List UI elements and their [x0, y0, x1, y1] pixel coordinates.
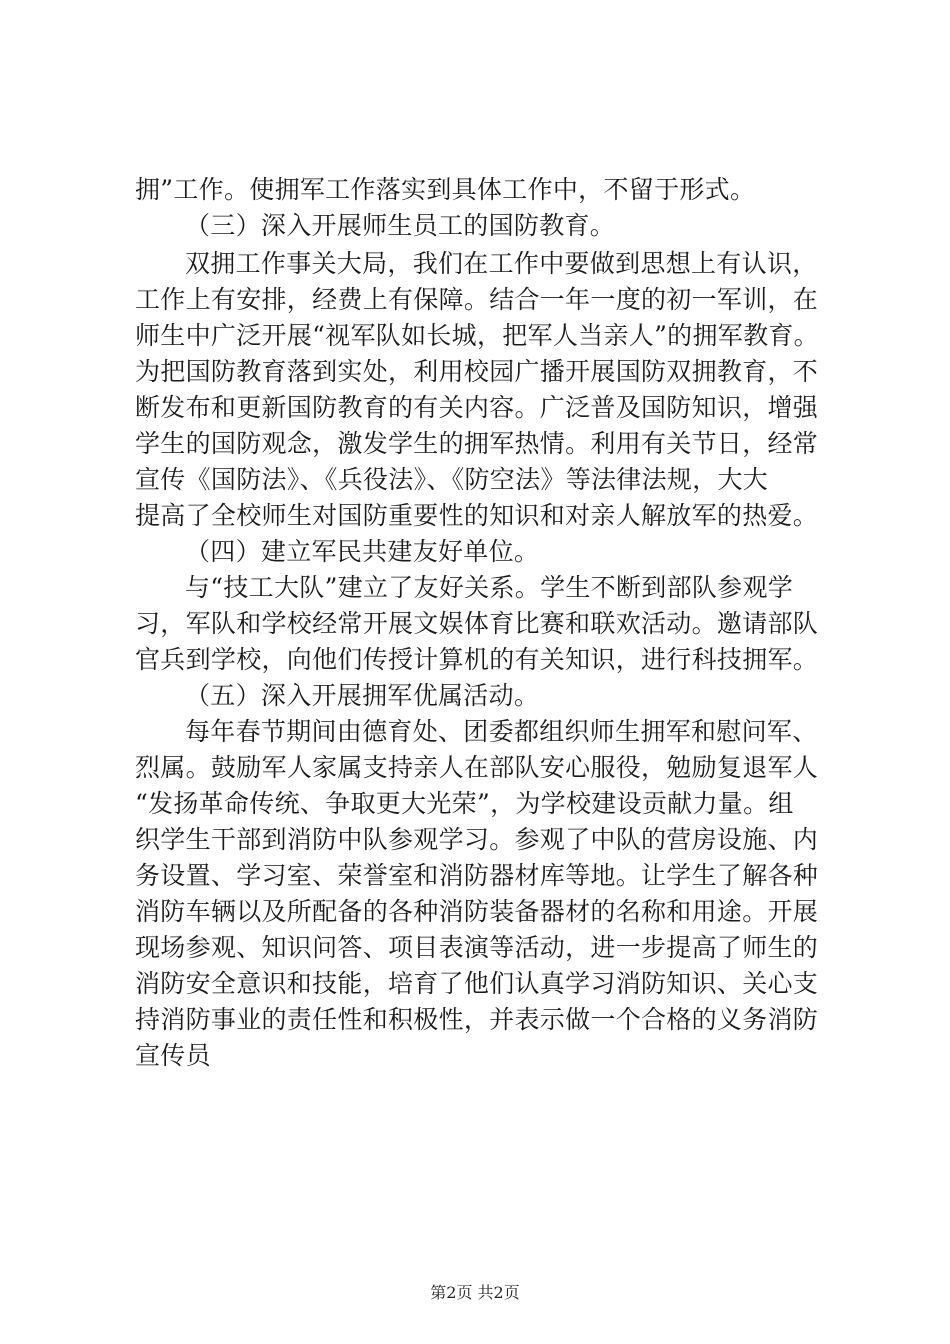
- text-line: 官兵到学校，向他们传授计算机的有关知识，进行科技拥军。: [135, 645, 819, 674]
- text-line: 宣传员: [135, 1041, 211, 1070]
- text-line: 学生的国防观念，激发学生的拥军热情。利用有关节日，经常: [135, 429, 819, 458]
- text-line: 与“技工大队”建立了友好关系。学生不断到部队参观学: [185, 573, 794, 602]
- text-line: 断发布和更新国防教育的有关内容。广泛普及国防知识，增强: [135, 393, 819, 422]
- text-line: 消防安全意识和技能，培育了他们认真学习消防知识、关心支: [135, 969, 819, 998]
- text-line: 烈属。鼓励军人家属支持亲人在部队安心服役，勉励复退军人: [135, 753, 819, 782]
- section-heading-4: （四）建立军民共建友好单位。: [185, 537, 540, 566]
- text-line: 双拥工作事关大局，我们在工作中要做到思想上有认识，: [185, 249, 818, 278]
- text-line: 习，军队和学校经常开展文娱体育比赛和联欢活动。邀请部队: [135, 609, 819, 638]
- page-footer: 第2页 共2页: [430, 1283, 520, 1302]
- text-line: 师生中广泛开展“视军队如长城，把军人当亲人”的拥军教育。: [135, 321, 819, 350]
- text-line: 织学生干部到消防中队参观学习。参观了中队的营房设施、内: [135, 825, 819, 854]
- section-heading-3: （三）深入开展师生员工的国防教育。: [185, 211, 616, 240]
- text-line: 提高了全校师生对国防重要性的知识和对亲人解放军的热爱。: [135, 501, 819, 530]
- text-line: 持消防事业的责任性和积极性，并表示做一个合格的义务消防: [135, 1005, 819, 1034]
- text-line: 宣传《国防法》、《兵役法》、《防空法》等法律法规，大大: [135, 465, 769, 494]
- section-heading-5: （五）深入开展拥军优属活动。: [185, 681, 540, 710]
- text-line: “发扬革命传统、争取更大光荣”，为学校建设贡献力量。组: [135, 789, 794, 818]
- text-line: 务设置、学习室、荣誉室和消防器材库等地。让学生了解各种: [135, 861, 819, 890]
- text-line: 每年春节期间由德育处、团委都组织师生拥军和慰问军、: [185, 717, 818, 746]
- text-line: 为把国防教育落到实处，利用校园广播开展国防双拥教育，不: [135, 357, 819, 386]
- text-line: 工作上有安排，经费上有保障。结合一年一度的初一军训，在: [135, 285, 819, 314]
- text-line: 消防车辆以及所配备的各种消防装备器材的名称和用途。开展: [135, 897, 819, 926]
- text-line: 现场参观、知识问答、项目表演等活动，进一步提高了师生的: [135, 933, 819, 962]
- text-line: 拥”工作。使拥军工作落实到具体工作中，不留于形式。: [135, 175, 756, 204]
